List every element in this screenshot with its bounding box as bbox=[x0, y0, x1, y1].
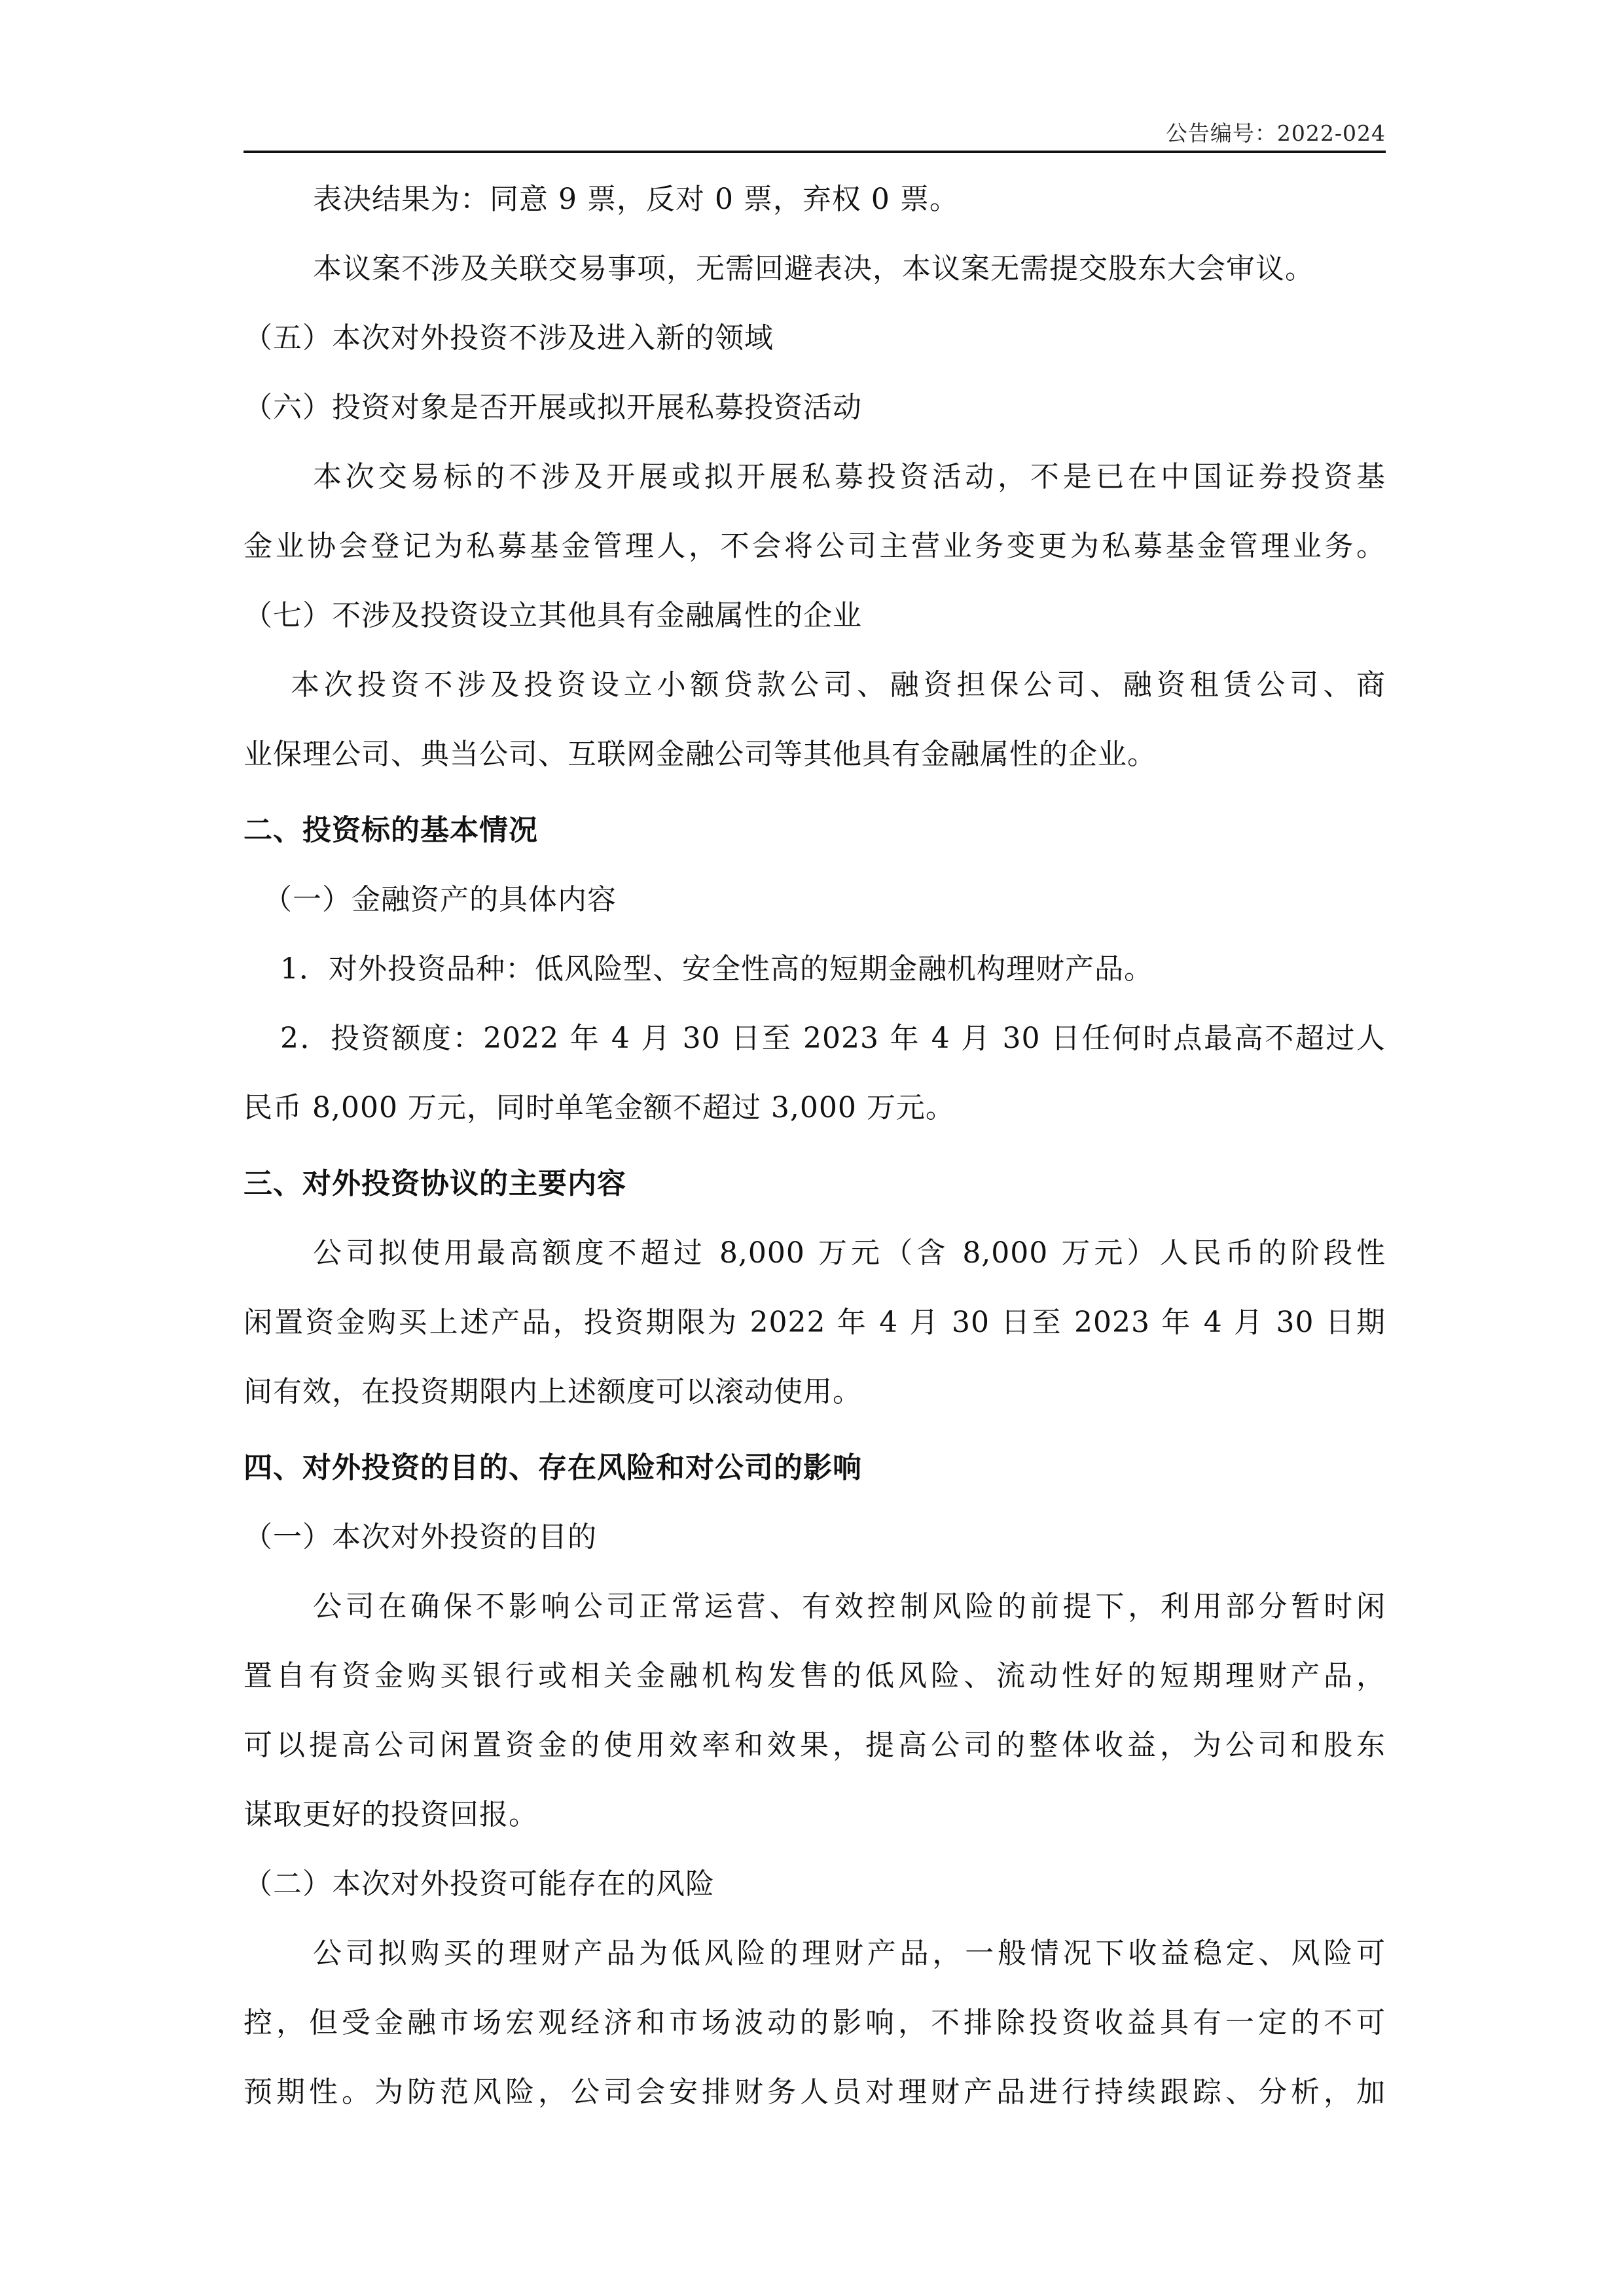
paragraph-line: 本议案不涉及关联交易事项，无需回避表决，本议案无需提交股东大会审议。 bbox=[313, 252, 1314, 285]
page-header bbox=[244, 110, 1386, 149]
paragraph-line: 金业协会登记为私募基金管理人，不会将公司主营业务变更为私募基金管理业务。 bbox=[244, 529, 1386, 563]
section-heading: 四、对外投资的目的、存在风险和对公司的影响 bbox=[244, 1451, 862, 1484]
paragraph-line: 谋取更好的投资回报。 bbox=[244, 1798, 538, 1831]
paragraph-line: 表决结果为：同意 9 票，反对 0 票，弃权 0 票。 bbox=[313, 183, 959, 216]
subsection-heading: （七）不涉及投资设立其他具有金融属性的企业 bbox=[244, 599, 862, 632]
section-heading: 二、投资标的基本情况 bbox=[244, 814, 538, 847]
subsection-heading: （一）金融资产的具体内容 bbox=[263, 883, 617, 916]
subsection-heading: （五）本次对外投资不涉及进入新的领域 bbox=[244, 321, 774, 355]
paragraph-line: 公司拟使用最高额度不超过 8,000 万元（含 8,000 万元）人民币的阶段性 bbox=[313, 1236, 1386, 1270]
subsection-heading: （六）投资对象是否开展或拟开展私募投资活动 bbox=[244, 391, 862, 424]
subsection-heading: （二）本次对外投资可能存在的风险 bbox=[244, 1867, 715, 1901]
paragraph-line: 预期性。为防范风险，公司会安排财务人员对理财产品进行持续跟踪、分析，加 bbox=[244, 2075, 1386, 2109]
paragraph-line: 公司拟购买的理财产品为低风险的理财产品，一般情况下收益稳定、风险可 bbox=[313, 1937, 1386, 1970]
header-divider bbox=[244, 151, 1386, 153]
list-item: 1．对外投资品种：低风险型、安全性高的短期金融机构理财产品。 bbox=[280, 952, 1153, 986]
section-heading: 三、对外投资协议的主要内容 bbox=[244, 1167, 626, 1200]
paragraph-line: 民币 8,000 万元，同时单笔金额不超过 3,000 万元。 bbox=[244, 1091, 955, 1124]
paragraph-line: 公司在确保不影响公司正常运营、有效控制风险的前提下，利用部分暂时闲 bbox=[313, 1590, 1386, 1623]
paragraph-line: 可以提高公司闲置资金的使用效率和效果，提高公司的整体收益，为公司和股东 bbox=[244, 1729, 1386, 1762]
paragraph-line: 置自有资金购买银行或相关金融机构发售的低风险、流动性好的短期理财产品， bbox=[244, 1659, 1386, 1693]
paragraph-line: 业保理公司、典当公司、互联网金融公司等其他具有金融属性的企业。 bbox=[244, 738, 1157, 771]
paragraph-line: 本次交易标的不涉及开展或拟开展私募投资活动，不是已在中国证券投资基 bbox=[313, 460, 1386, 493]
paragraph-line: 控，但受金融市场宏观经济和市场波动的影响，不排除投资收益具有一定的不可 bbox=[244, 2006, 1386, 2039]
list-item: 2．投资额度：2022 年 4 月 30 日至 2023 年 4 月 30 日任何时点最高不超过人 bbox=[280, 1022, 1386, 1055]
paragraph-line: 闲置资金购买上述产品，投资期限为 2022 年 4 月 30 日至 2023 年 4 月 30 日期 bbox=[244, 1306, 1386, 1339]
announcement-number: 公告编号：2022-024 bbox=[1165, 120, 1386, 146]
document-body bbox=[244, 165, 1386, 2127]
paragraph-line: 本次投资不涉及投资设立小额贷款公司、融资担保公司、融资租赁公司、商 bbox=[291, 668, 1386, 702]
paragraph-line: 间有效，在投资期限内上述额度可以滚动使用。 bbox=[244, 1375, 862, 1408]
subsection-heading: （一）本次对外投资的目的 bbox=[244, 1520, 597, 1554]
